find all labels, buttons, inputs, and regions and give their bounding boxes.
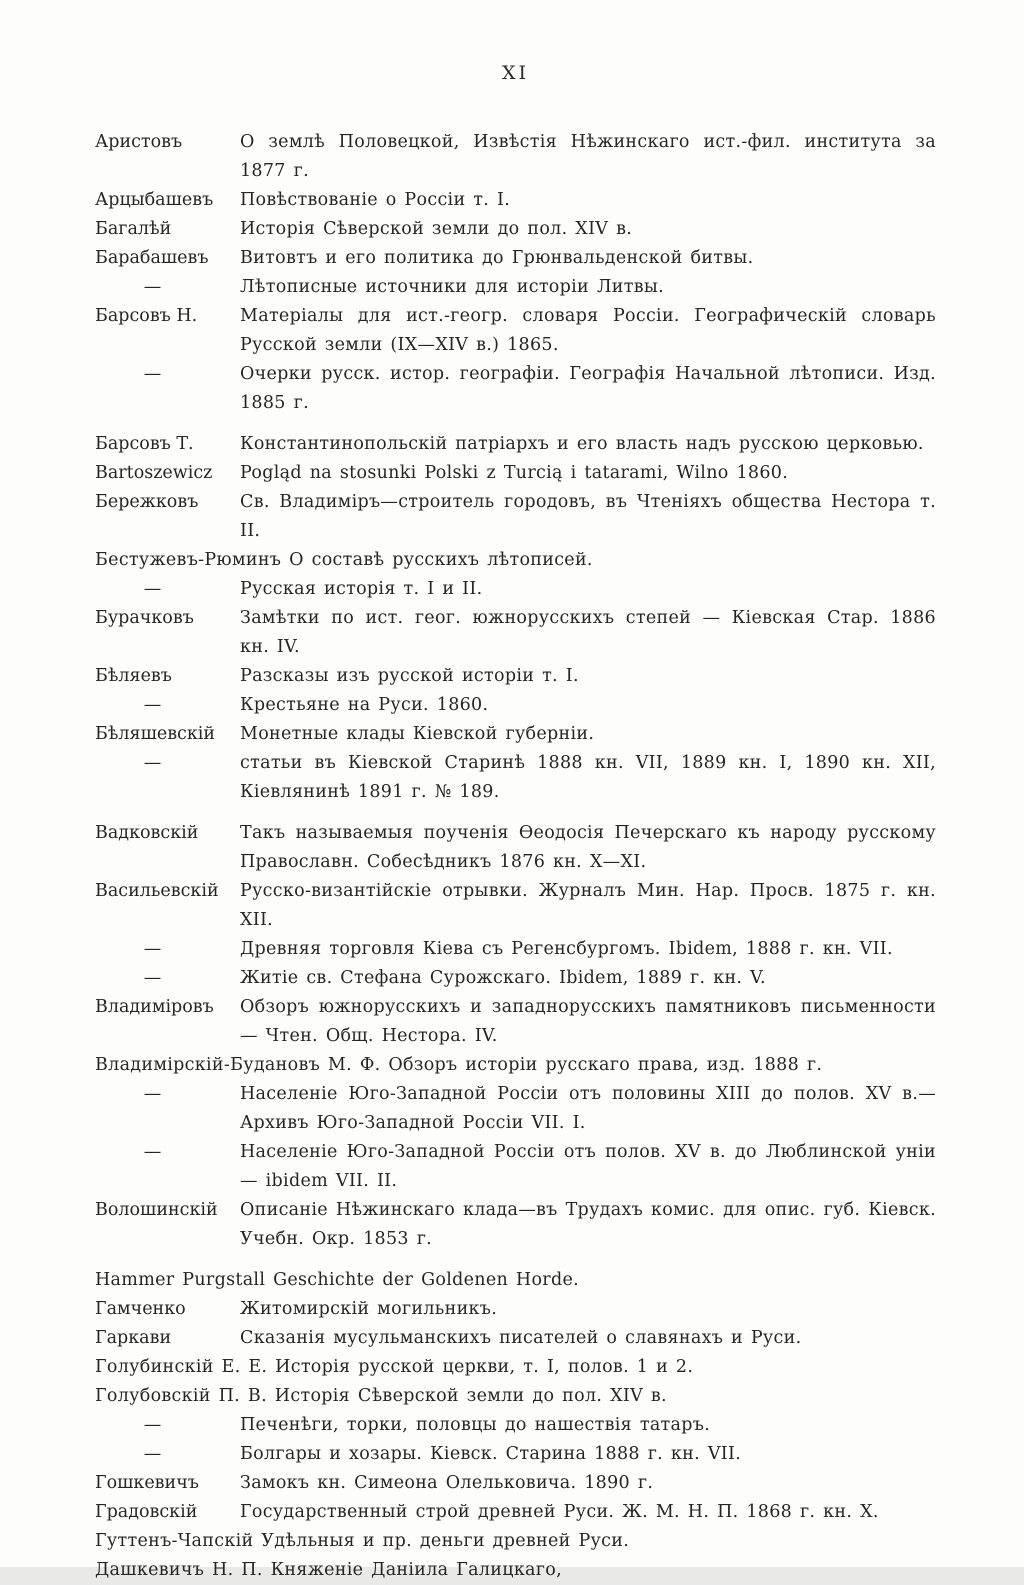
entry-author: Бережковъ [95, 492, 199, 512]
bibliography-entry [95, 662, 936, 691]
entry-ditto-dash: — [143, 277, 162, 297]
entry-text: Очерки русск. истор. географіи. Географія Начальной лѣтописи. Изд. 1885 г. [240, 364, 936, 413]
entry-text: Лѣтописные источники для исторіи Литвы. [240, 277, 664, 297]
bibliography-entry [95, 1440, 936, 1469]
entry-author: Барсовъ Т. [95, 434, 194, 454]
entry-text: Голубовскій П. В. Исторія Сѣверской земли до пол. XIV в. [95, 1386, 667, 1406]
bibliography-entry [95, 691, 936, 720]
page-number: XI [501, 62, 530, 84]
entry-ditto-dash: — [143, 1084, 162, 1104]
bibliography-entry [95, 459, 936, 488]
bibliography-entry [95, 1469, 936, 1498]
entry-author: Аристовъ [95, 132, 183, 152]
entry-ditto-dash: — [143, 1444, 162, 1464]
bibliography-entry [95, 1353, 936, 1382]
entry-text: Исторія Сѣверской земли до пол. XIV в. [240, 219, 633, 239]
entry-ditto-dash: — [143, 968, 162, 988]
bibliography-entry [95, 1411, 936, 1440]
entry-author: Васильевскій [95, 881, 219, 901]
entry-author: Багалѣй [95, 219, 172, 239]
bibliography-entry [95, 1196, 936, 1254]
entry-text: Болгары и хозары. Кіевск. Старина 1888 г. кн. VII. [240, 1444, 742, 1464]
entry-author: Волошинскій [95, 1200, 218, 1220]
entry-text: Описаніе Нѣжинскаго клада—въ Трудахъ комис. для опис. губ. Кіевск. Учебн. Окр. 1853 г. [240, 1200, 936, 1249]
entry-text: Крестьяне на Руси. 1860. [240, 695, 489, 715]
bibliography-entry [95, 1527, 936, 1556]
bibliography-entry [95, 1266, 936, 1295]
bibliography-entry [95, 186, 936, 215]
entry-text: Hammer Purgstall Geschichte der Goldenen Horde. [95, 1270, 579, 1290]
entry-text: Такъ называемыя поученія Ѳеодосія Печерскаго къ народу русскому Православн. Собесѣдникъ 1876 кн. X—XI. [240, 823, 936, 872]
entry-text: Житомирскій могильникъ. [240, 1299, 498, 1319]
entry-text: О землѣ Половецкой, Извѣстія Нѣжинскаго ист.-фил. института за 1877 г. [240, 132, 936, 181]
entry-ditto-dash: — [143, 1415, 162, 1435]
entry-author: Гаркави [95, 1328, 172, 1348]
entry-author: Bartoszewicz [95, 463, 213, 483]
entry-ditto-dash: — [143, 939, 162, 959]
entry-author: Барабашевъ [95, 248, 209, 268]
bibliography-entry [95, 244, 936, 273]
bibliography-entry [95, 1382, 936, 1411]
entry-text: Витовтъ и его политика до Грюнвальденской битвы. [240, 248, 754, 268]
bibliography-entry [95, 360, 936, 418]
bibliography-entry [95, 604, 936, 662]
bibliography-entry [95, 819, 936, 877]
bibliography-entry [95, 128, 936, 186]
entry-text: Государственный строй древней Руси. Ж. М. Н. П. 1868 г. кн. X. [240, 1502, 879, 1522]
entry-text: Владимірскій-Будановъ М. Ф. Обзоръ исторіи русскаго права, изд. 1888 г. [95, 1055, 823, 1075]
bibliography-entry [95, 749, 936, 807]
entry-text: Константинопольскій патріархъ и его власть надъ русскою церковью. [240, 434, 924, 454]
entry-author: Владиміровъ [95, 997, 214, 1017]
entry-ditto-dash: — [143, 695, 162, 715]
entry-text: Русская исторія т. I и II. [240, 579, 483, 599]
bibliography-entry [95, 546, 936, 575]
entry-author: Бѣляевъ [95, 666, 172, 686]
entry-author: Бѣляшевскій [95, 724, 216, 744]
bibliography-entry [95, 430, 936, 459]
entry-ditto-dash: — [143, 1142, 162, 1162]
entry-author: Вадковскій [95, 823, 199, 843]
entry-text: Дашкевичъ Н. П. Княженіе Даніила Галицкаго, [95, 1560, 562, 1580]
bibliography-entry [95, 273, 936, 302]
bibliography-entry [95, 993, 936, 1051]
entry-ditto-dash: — [143, 753, 162, 773]
bibliography-entry [95, 1138, 936, 1196]
bibliography-entry [95, 720, 936, 749]
bibliography-entry [95, 1324, 936, 1353]
entry-text: Житіе св. Стефана Сурожскаго. Ibidem, 1889 г. кн. V. [240, 968, 766, 988]
bibliography-list [95, 128, 936, 1585]
bibliography-entry [95, 302, 936, 360]
bibliography-entry [95, 935, 936, 964]
entry-text: Обзоръ южнорусскихъ и западнорусскихъ памятниковъ письменности — Чтен. Общ. Нестора. IV. [240, 997, 936, 1046]
bibliography-entry [95, 215, 936, 244]
entry-text: Матеріалы для ист.-геогр. словаря Россіи. Географическій словарь Русской земли (IX—XIV в.) 1865. [240, 306, 936, 355]
bibliography-entry [95, 1295, 936, 1324]
entry-text: Населеніе Юго-Западной Россіи отъ половины XIII до полов. XV в.— Архивъ Юго-Западной Россіи VII. I. [240, 1084, 936, 1133]
bibliography-entry [95, 1051, 936, 1080]
entry-text: Голубинскій Е. Е. Исторія русской церкви, т. I, полов. 1 и 2. [95, 1357, 694, 1377]
bibliography-entry [95, 877, 936, 935]
bibliography-entry [95, 488, 936, 546]
entry-text: Разсказы изъ русской исторіи т. I. [240, 666, 579, 686]
entry-author: Бурачковъ [95, 608, 194, 628]
entry-text: статьи въ Кіевской Старинѣ 1888 кн. VII, 1889 кн. I, 1890 кн. XII, Кіевлянинѣ 1891 г. № 189. [240, 753, 936, 802]
entry-author: Гошкевичъ [95, 1473, 199, 1493]
bibliography-entry [95, 1556, 936, 1585]
entry-author: Арцыбашевъ [95, 190, 214, 210]
bibliography-entry [95, 1080, 936, 1138]
entry-text: Замокъ кн. Симеона Олельковича. 1890 г. [240, 1473, 654, 1493]
entry-text: Сказанія мусульманскихъ писателей о славянахъ и Руси. [240, 1328, 802, 1348]
entry-text: Русско-византійскіе отрывки. Журналъ Мин. Нар. Просв. 1875 г. кн. XII. [240, 881, 936, 930]
entry-author: Градовскій [95, 1502, 198, 1522]
entry-text: Св. Владиміръ—строитель городовъ, въ Чтеніяхъ общества Нестора т. II. [240, 492, 936, 541]
bibliography-entry [95, 575, 936, 604]
entry-text: Печенѣги, торки, половцы до нашествія татаръ. [240, 1415, 711, 1435]
entry-text: Древняя торговля Кіева съ Регенсбургомъ. Ibidem, 1888 г. кн. VII. [240, 939, 893, 959]
bibliography-entry [95, 964, 936, 993]
entry-text: Гуттенъ-Чапскій Удѣльныя и пр. деньги древней Руси. [95, 1531, 630, 1551]
entry-text: Pogląd na stosunki Polski z Turcią i tatarami, Wilno 1860. [240, 463, 789, 483]
entry-ditto-dash: — [143, 579, 162, 599]
entry-ditto-dash: — [143, 364, 162, 384]
entry-text: Монетные клады Кіевской губерніи. [240, 724, 595, 744]
entry-text: Населеніе Юго-Западной Россіи отъ полов. XV в. до Люблинской уніи— ibidem VII. II. [240, 1142, 936, 1191]
entry-text: Бестужевъ-Рюминъ О составѣ русскихъ лѣтописей. [95, 550, 593, 570]
bibliography-entry [95, 1498, 936, 1527]
entry-text: Повѣствованіе о Россіи т. I. [240, 190, 511, 210]
entry-author: Барсовъ Н. [95, 306, 198, 326]
entry-author: Гамченко [95, 1299, 186, 1319]
entry-text: Замѣтки по ист. геог. южнорусскихъ степей — Кіевская Стар. 1886 кн. IV. [240, 608, 936, 657]
